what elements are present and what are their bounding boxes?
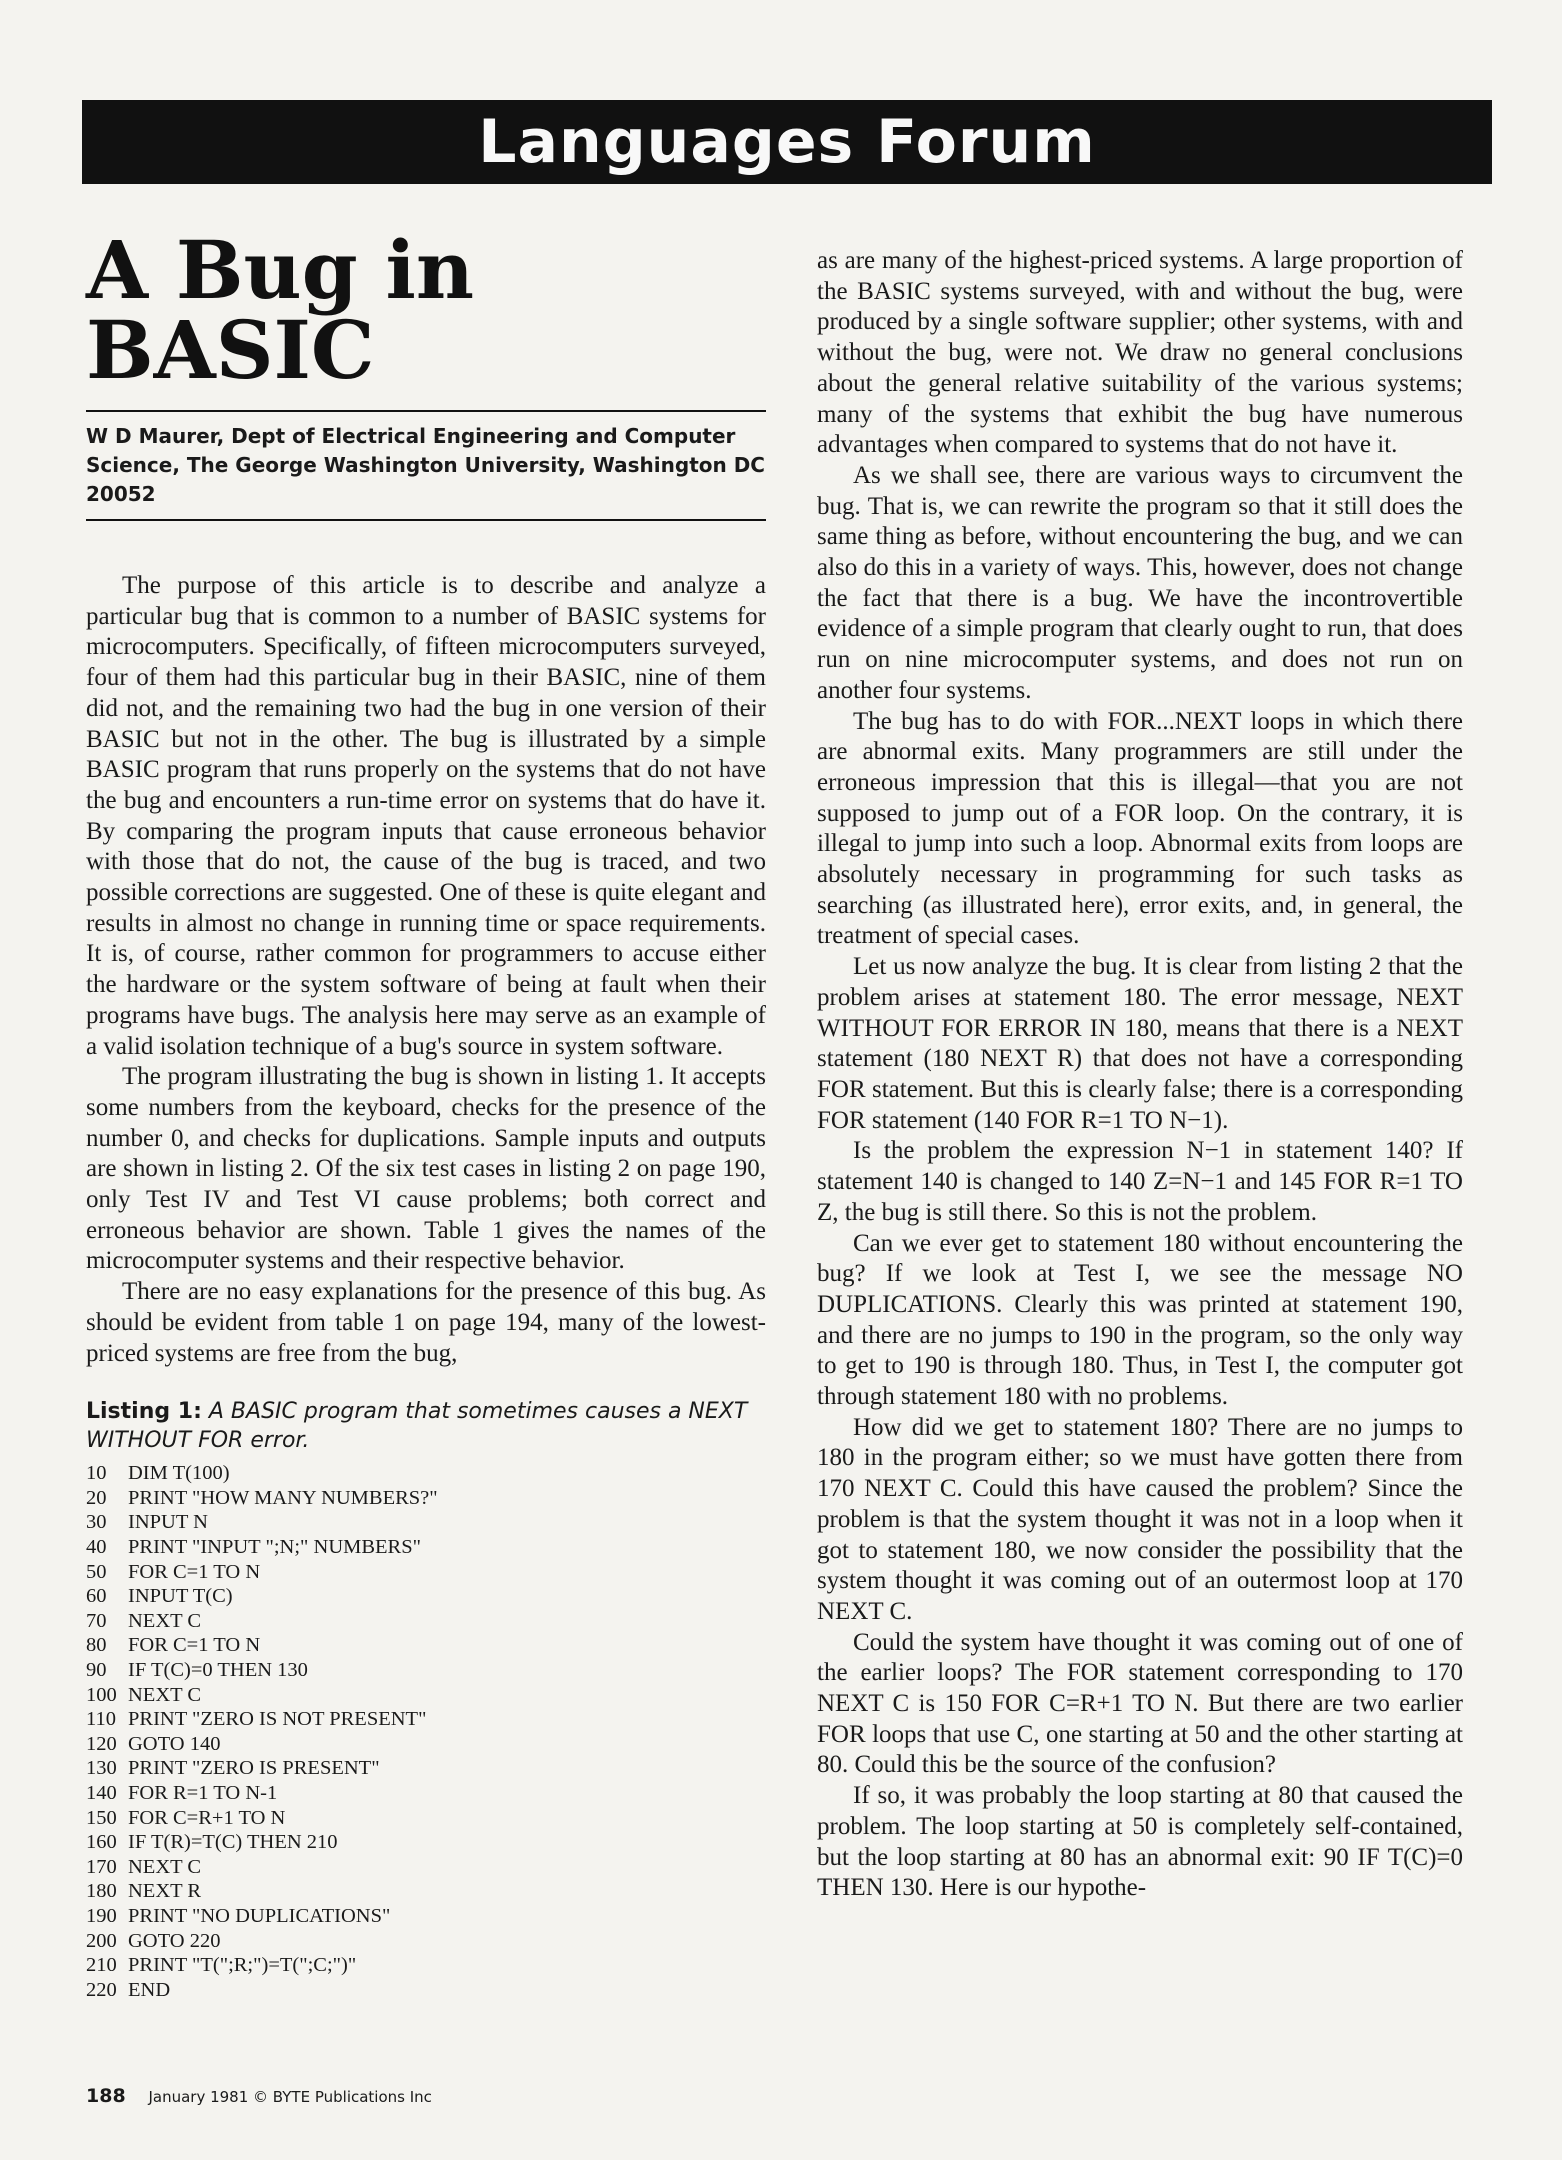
line-number: 20 bbox=[86, 1486, 107, 1509]
section-banner: Languages Forum bbox=[82, 100, 1492, 184]
line-number: 130 bbox=[86, 1757, 117, 1780]
paragraph: How did we get to statement 180? There are no jumps to 180 in the program either; so we must have gotten there from 170 NEXT C. Could this have caused the problem? Since the problem is that the system thought it was not in a loop when it got to statement 180, we now consider the possibility that the system thought it was coming out of an outermost loop at 170 NEXT C. bbox=[817, 1413, 1463, 1625]
code-line bbox=[86, 1953, 766, 1978]
code-line bbox=[86, 1486, 766, 1511]
code-line bbox=[86, 1732, 766, 1757]
line-number: 10 bbox=[86, 1462, 107, 1485]
line-number: 190 bbox=[86, 1904, 117, 1927]
code-line bbox=[86, 1781, 766, 1806]
code-text: FOR C=1 TO N bbox=[128, 1560, 261, 1583]
code-listing bbox=[86, 1461, 766, 2002]
paragraph: Is the problem the expression N−1 in statement 140? If statement 140 is changed to 140 Z=N−1 and 145 FOR R=1 TO Z, the bug is still there. So this is not the problem. bbox=[817, 1137, 1463, 1226]
code-line bbox=[86, 1756, 766, 1781]
line-number: 60 bbox=[86, 1585, 107, 1608]
code-line bbox=[86, 1683, 766, 1708]
line-number: 80 bbox=[86, 1634, 107, 1657]
page-number: 188 bbox=[86, 2085, 126, 2107]
left-column bbox=[86, 223, 766, 2002]
code-text: GOTO 140 bbox=[128, 1732, 221, 1755]
code-text: INPUT T(C) bbox=[128, 1585, 233, 1608]
code-text: FOR R=1 TO N-1 bbox=[128, 1782, 278, 1804]
paragraph: The program illustrating the bug is shown in listing 1. It accepts some numbers from the keyboard, checks for the presence of the number 0, and checks for duplications. Sample inputs and outputs are shown in listing 2. Of the six test cases in listing 2 on page 190, only Test IV and Test VI cause problems; both correct and erroneous behavior are shown. Table 1 gives the names of the microcomputer systems and their respective behavior. bbox=[86, 1063, 766, 1275]
left-body bbox=[86, 571, 766, 1369]
code-line bbox=[86, 1929, 766, 1954]
code-text: PRINT "T(";R;")=T(";C;")" bbox=[128, 1954, 357, 1977]
listing-label: Listing 1: bbox=[86, 1399, 202, 1425]
paragraph: Could the system have thought it was coming out of one of the earlier loops? The FOR statement corresponding to 170 NEXT C is 150 FOR C=R+1 TO N. But there are two earlier FOR loops that use C, one starting at 50 and the other starting at 80. Could this be the source of the confusion? bbox=[817, 1628, 1463, 1779]
line-number: 50 bbox=[86, 1560, 107, 1583]
line-number: 70 bbox=[86, 1609, 107, 1632]
code-text: PRINT "NO DUPLICATIONS" bbox=[128, 1904, 391, 1927]
line-number: 220 bbox=[86, 1978, 117, 2001]
code-line bbox=[86, 1633, 766, 1658]
line-number: 30 bbox=[86, 1511, 107, 1534]
code-text: FOR C=1 TO N bbox=[128, 1634, 261, 1657]
code-text: IF T(C)=0 THEN 130 bbox=[128, 1659, 308, 1682]
line-number: 100 bbox=[86, 1683, 117, 1706]
paragraph: The purpose of this article is to describe and analyze a particular bug that is common to a number of BASIC systems for microcomputers. Specifically, of fifteen microcomputers surveyed, four of them had this particular bug in their BASIC, nine of them did not, and the remaining two had the bug in one version of their BASIC but not in the other. The bug is illustrated by a simple BASIC program that runs properly on the systems that do not have the bug and encounters a run-time error on systems that do have it. By comparing the program inputs that cause erroneous behavior with those that do not, the cause of the bug is traced, and two possible corrections are suggested. One of these is quite elegant and results in almost no change in running time or space requirements. It is, of course, rather common for programmers to accuse either the hardware or the system software of being at fault when their programs have bugs. The analysis here may serve as an example of a valid isolation technique of a bug's source in system software. bbox=[86, 572, 766, 1060]
line-number: 40 bbox=[86, 1536, 107, 1559]
code-text: NEXT C bbox=[128, 1609, 202, 1632]
code-text: NEXT C bbox=[128, 1855, 202, 1878]
listing-caption bbox=[86, 1397, 766, 1455]
paragraph: Let us now analyze the bug. It is clear from listing 2 that the problem arises at statement 180. The error message, NEXT WITHOUT FOR ERROR IN 180, means that there is a NEXT statement (180 NEXT R) that does not have a corresponding FOR statement. But this is clearly false; there is a corresponding FOR statement (140 FOR R=1 TO N−1). bbox=[817, 953, 1463, 1134]
code-line bbox=[86, 1879, 766, 1904]
code-line bbox=[86, 1707, 766, 1732]
code-text: PRINT "HOW MANY NUMBERS?" bbox=[128, 1486, 438, 1509]
line-number: 140 bbox=[86, 1782, 117, 1804]
article-title: A Bug in BASIC bbox=[86, 230, 766, 412]
code-line bbox=[86, 1855, 766, 1880]
code-text: FOR C=R+1 TO N bbox=[128, 1806, 286, 1829]
code-text: PRINT "INPUT ";N;" NUMBERS" bbox=[128, 1536, 421, 1559]
page-footer bbox=[86, 2085, 432, 2107]
line-number: 120 bbox=[86, 1732, 117, 1755]
code-line bbox=[86, 1830, 766, 1855]
code-line bbox=[86, 1806, 766, 1831]
code-text: DIM T(100) bbox=[128, 1462, 230, 1485]
code-line bbox=[86, 1535, 766, 1560]
code-line bbox=[86, 1560, 766, 1585]
code-text: INPUT N bbox=[128, 1511, 208, 1534]
code-line bbox=[86, 1461, 766, 1486]
line-number: 170 bbox=[86, 1855, 117, 1878]
line-number: 160 bbox=[86, 1831, 117, 1854]
line-number: 150 bbox=[86, 1806, 117, 1829]
code-line bbox=[86, 1510, 766, 1535]
paragraph: There are no easy explanations for the presence of this bug. As should be evident from table 1 on page 194, many of the lowest-priced systems are free from the bug, bbox=[86, 1278, 766, 1367]
line-number: 180 bbox=[86, 1880, 117, 1903]
paragraph: as are many of the highest-priced systems. A large proportion of the BASIC systems surveyed, with and without the bug, were produced by a single software supplier; other systems, with and without the bug, were not. We draw no general conclusions about the general relative suitability of the various systems; many of the systems that exhibit the bug have numerous advantages when compared to systems that do not have it. bbox=[817, 247, 1463, 459]
code-line bbox=[86, 1978, 766, 2003]
code-text: PRINT "ZERO IS NOT PRESENT" bbox=[128, 1708, 427, 1731]
line-number: 110 bbox=[86, 1708, 116, 1731]
code-line bbox=[86, 1584, 766, 1609]
paragraph: Can we ever get to statement 180 without encountering the bug? If we look at Test I, we see the message NO DUPLICATIONS. Clearly this was printed at statement 190, and there are no jumps to 190 in the program, so the only way to get to 190 is through 180. Thus, in Test I, the computer got through statement 180 with no problems. bbox=[817, 1229, 1463, 1411]
code-text: NEXT C bbox=[128, 1683, 202, 1706]
paragraph: The bug has to do with FOR...NEXT loops in which there are abnormal exits. Many programmers are still under the erroneous impression that this is illegal—that you are not supposed to jump out of a FOR loop. On the contrary, it is illegal to jump into such a loop. Abnormal exits from loops are absolutely necessary in programming for such tasks as searching (as illustrated here), error exits, and, in general, the treatment of special cases. bbox=[817, 707, 1463, 950]
author-byline: W D Maurer, Dept of Electrical Engineering and Computer Science, The George Washington University, Washington DC 20052 bbox=[86, 412, 766, 521]
code-line bbox=[86, 1658, 766, 1683]
paragraph: If so, it was probably the loop starting at 80 that caused the problem. The loop starting at 50 is completely self-contained, but the loop starting at 80 has an abnormal exit: 90 IF T(C)=0 THEN 130. Here is our hypothe- bbox=[817, 1782, 1463, 1902]
code-text: PRINT "ZERO IS PRESENT" bbox=[128, 1757, 380, 1780]
line-number: 210 bbox=[86, 1954, 117, 1977]
listing-caption-text: A BASIC program that sometimes causes a NEXT WITHOUT FOR error. bbox=[86, 1399, 748, 1454]
code-text: IF T(R)=T(C) THEN 210 bbox=[128, 1831, 338, 1854]
code-text: NEXT R bbox=[128, 1880, 202, 1903]
paragraph: As we shall see, there are various ways to circumvent the bug. That is, we can rewrite the program so that it still does the same thing as before, without encountering the bug, and we can also do this in a variety of ways. This, however, does not change the fact that there is a bug. We have the incontrovertible evidence of a simple program that clearly ought to run, that does run on nine microcomputer systems, and does not run on another four systems. bbox=[817, 461, 1463, 704]
line-number: 200 bbox=[86, 1929, 117, 1952]
right-column bbox=[817, 246, 1463, 1904]
code-line bbox=[86, 1904, 766, 1929]
code-text: END bbox=[128, 1978, 171, 2001]
code-line bbox=[86, 1609, 766, 1634]
footer-text: January 1981 © BYTE Publications Inc bbox=[148, 2088, 432, 2106]
code-text: GOTO 220 bbox=[128, 1929, 221, 1952]
line-number: 90 bbox=[86, 1659, 107, 1682]
